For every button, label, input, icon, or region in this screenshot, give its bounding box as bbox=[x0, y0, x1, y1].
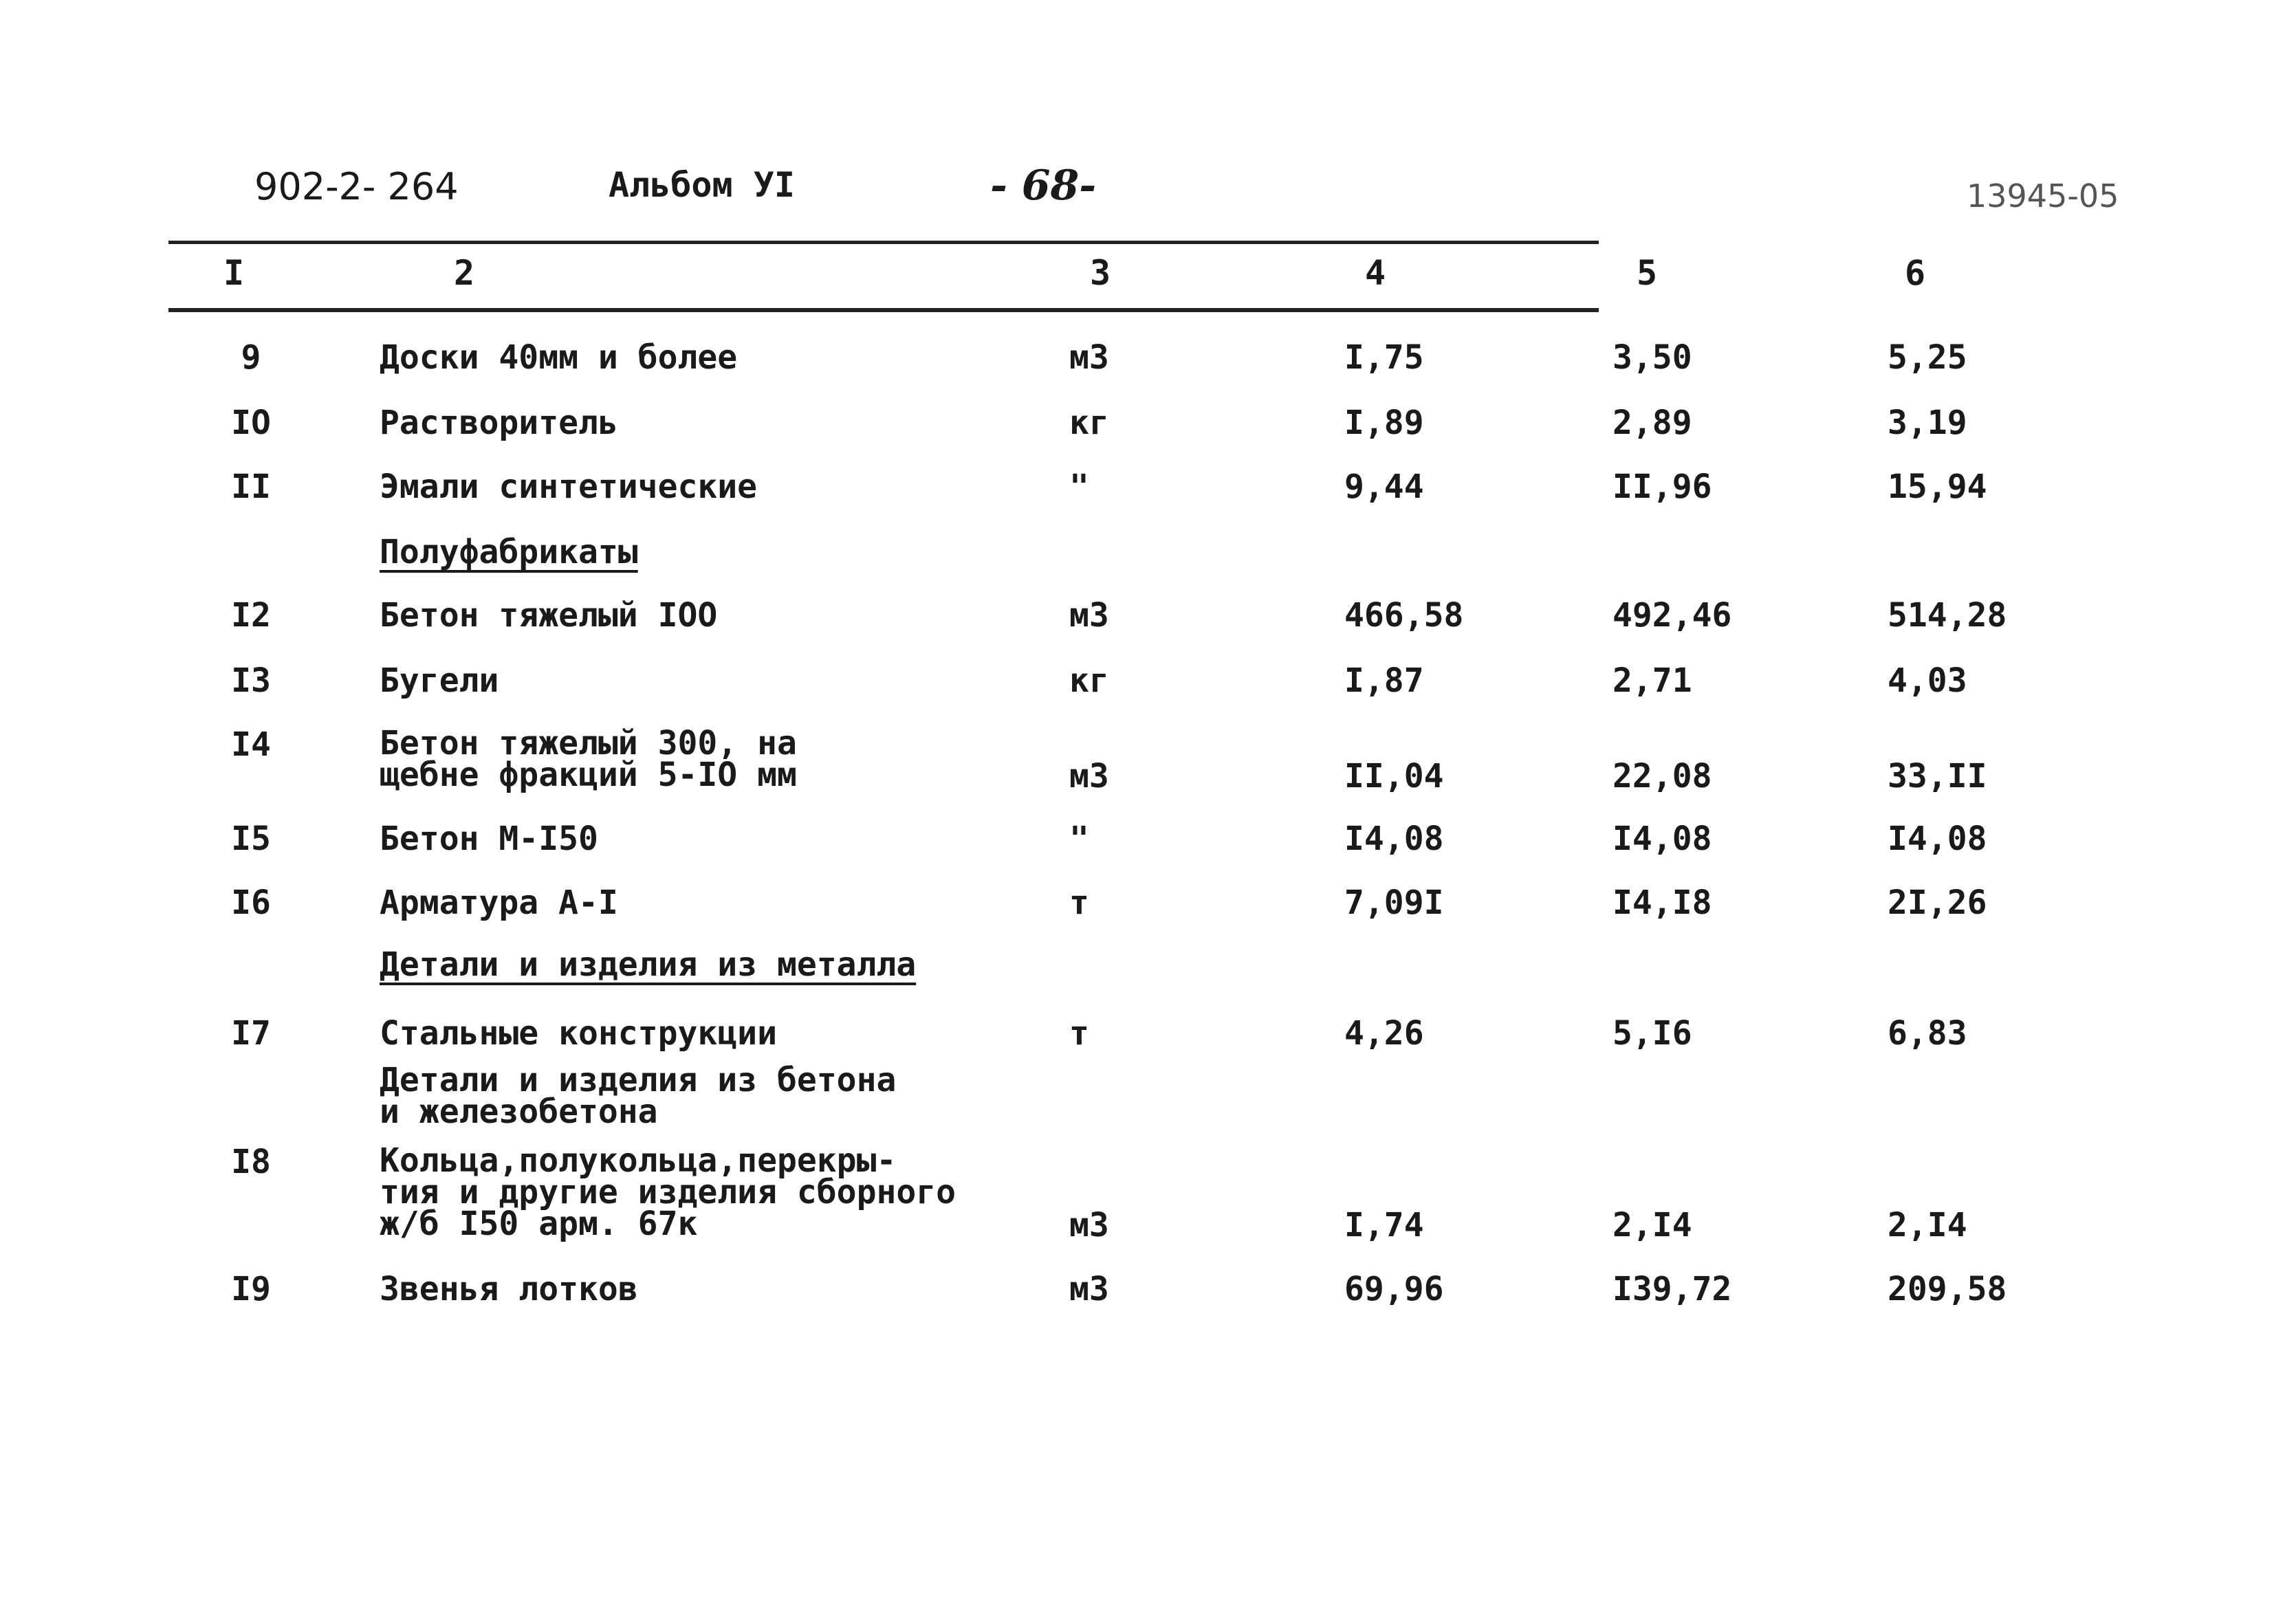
unit: " bbox=[1069, 468, 1089, 506]
unit: " bbox=[1069, 820, 1089, 858]
section-heading: Детали и изделия из бетона и железобетона bbox=[380, 1061, 897, 1131]
value-col4: 69,96 bbox=[1344, 1270, 1444, 1308]
value-col5: 3,50 bbox=[1612, 338, 1692, 377]
unit: т bbox=[1069, 884, 1089, 922]
unit: т bbox=[1069, 1014, 1089, 1053]
value-col4: 4,26 bbox=[1344, 1014, 1424, 1053]
unit: кг bbox=[1069, 661, 1109, 700]
value-col5: I4,08 bbox=[1612, 820, 1712, 858]
column-header-1: I bbox=[223, 253, 245, 293]
row-number: I5 bbox=[231, 820, 271, 858]
row-number: II bbox=[231, 468, 271, 506]
column-header-2: 2 bbox=[454, 253, 475, 293]
item-name: Бугели bbox=[380, 661, 499, 700]
page-number: - 68- bbox=[990, 162, 1097, 210]
row-number: I8 bbox=[231, 1143, 271, 1181]
value-col6: 5,25 bbox=[1888, 338, 1967, 377]
row-number: I9 bbox=[231, 1270, 271, 1308]
table-top-rule bbox=[168, 241, 1599, 244]
value-col6: 3,19 bbox=[1888, 404, 1967, 442]
row-number: IO bbox=[231, 404, 271, 442]
item-name: Эмали синтетические bbox=[380, 468, 758, 506]
item-name: Бетон тяжелый IOO bbox=[380, 596, 718, 635]
value-col4: I4,08 bbox=[1344, 820, 1444, 858]
value-col4: II,04 bbox=[1344, 757, 1444, 795]
value-col6: 33,II bbox=[1888, 757, 1987, 795]
value-col4: I,75 bbox=[1344, 338, 1424, 377]
value-col5: 5,I6 bbox=[1612, 1014, 1692, 1053]
item-name: Арматура А-I bbox=[380, 884, 618, 922]
row-number: I4 bbox=[231, 725, 271, 764]
value-col5: II,96 bbox=[1612, 468, 1712, 506]
album-label: Альбом УI bbox=[609, 165, 795, 205]
unit: м3 bbox=[1069, 1270, 1109, 1308]
value-col5: 2,I4 bbox=[1612, 1206, 1692, 1244]
row-number: I3 bbox=[231, 661, 271, 700]
value-col6: 6,83 bbox=[1888, 1014, 1967, 1053]
unit: м3 bbox=[1069, 338, 1109, 377]
item-name: Бетон М-I50 bbox=[380, 820, 598, 858]
value-col5: 492,46 bbox=[1612, 596, 1732, 635]
value-col5: I4,I8 bbox=[1612, 884, 1712, 922]
value-col4: I,87 bbox=[1344, 661, 1424, 700]
value-col4: 9,44 bbox=[1344, 468, 1424, 506]
document-code: 902-2- 264 bbox=[254, 165, 459, 208]
value-col5: 22,08 bbox=[1612, 757, 1712, 795]
unit: кг bbox=[1069, 404, 1109, 442]
item-name: Бетон тяжелый 300, на щебне фракций 5-IO мм bbox=[380, 724, 797, 794]
value-col6: 2,I4 bbox=[1888, 1206, 1967, 1244]
value-col6: 4,03 bbox=[1888, 661, 1967, 700]
column-header-5: 5 bbox=[1637, 253, 1658, 293]
unit: м3 bbox=[1069, 757, 1109, 795]
row-number: I6 bbox=[231, 884, 271, 922]
item-name: Звенья лотков bbox=[380, 1270, 638, 1308]
value-col6: 209,58 bbox=[1888, 1270, 2007, 1308]
unit: м3 bbox=[1069, 596, 1109, 635]
value-col6: 15,94 bbox=[1888, 468, 1987, 506]
value-col6: I4,08 bbox=[1888, 820, 1987, 858]
table-header-rule bbox=[168, 308, 1599, 312]
unit: м3 bbox=[1069, 1206, 1109, 1244]
value-col4: 466,58 bbox=[1344, 596, 1464, 635]
section-heading: Детали и изделия из металла bbox=[380, 945, 917, 984]
value-col5: 2,89 bbox=[1612, 404, 1692, 442]
item-name: Растворитель bbox=[380, 404, 618, 442]
item-name: Доски 40мм и более bbox=[380, 338, 738, 377]
item-name: Стальные конструкции bbox=[380, 1014, 777, 1053]
value-col4: I,74 bbox=[1344, 1206, 1424, 1244]
item-name: Кольца,полукольца,перекры- тия и другие изделия сборного ж/б I50 арм. 67к bbox=[380, 1141, 956, 1243]
archive-stamp: 13945-05 bbox=[1967, 177, 2119, 215]
value-col4: 7,09I bbox=[1344, 884, 1444, 922]
value-col6: 514,28 bbox=[1888, 596, 2007, 635]
row-number: I2 bbox=[231, 596, 271, 635]
value-col5: 2,71 bbox=[1612, 661, 1692, 700]
value-col5: I39,72 bbox=[1612, 1270, 1732, 1308]
column-header-3: 3 bbox=[1090, 253, 1111, 293]
value-col6: 2I,26 bbox=[1888, 884, 1987, 922]
column-header-6: 6 bbox=[1905, 253, 1926, 293]
section-heading: Полуфабрикаты bbox=[380, 533, 638, 571]
value-col4: I,89 bbox=[1344, 404, 1424, 442]
row-number: 9 bbox=[241, 338, 261, 377]
column-header-4: 4 bbox=[1365, 253, 1386, 293]
row-number: I7 bbox=[231, 1014, 271, 1053]
